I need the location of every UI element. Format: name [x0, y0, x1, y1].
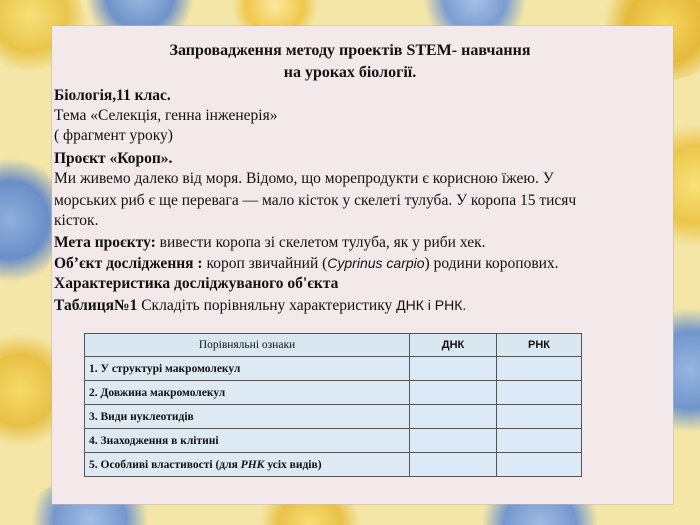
- fragment-text: ( фрагмент уроку): [54, 127, 173, 144]
- goal-label: Мета проєкту:: [54, 234, 156, 251]
- table-cell-rna[interactable]: [497, 453, 582, 477]
- table-cell-dna[interactable]: [410, 357, 497, 381]
- page-title-line2: на уроках біології.: [283, 64, 417, 81]
- project-title: Проєкт «Короп».: [54, 150, 173, 167]
- table-cell-rna[interactable]: [497, 405, 582, 429]
- table-cell-rna[interactable]: [497, 381, 582, 405]
- table-header-dna: ДНК: [410, 334, 497, 357]
- task-label: Таблиця№1: [54, 297, 138, 314]
- table-cell-rna[interactable]: [497, 357, 582, 381]
- table-cell-feature: [85, 453, 410, 477]
- intro-line-3: кісток.: [54, 212, 99, 229]
- object-paragraph: [54, 253, 559, 274]
- table-header-features: Порівняльні ознаки: [85, 334, 410, 357]
- task-text: Складіть порівняльну характеристику: [137, 297, 397, 314]
- object-label: Об’єкт дослідження :: [54, 255, 203, 272]
- latin-name: Cyprinus carpio: [327, 255, 425, 271]
- object-text: короп звичайний (: [202, 255, 328, 272]
- intro-line-1: Ми живемо далеко від моря. Відомо, що морепродукти є корисною їжею. У: [54, 170, 554, 187]
- table-row: [85, 357, 582, 381]
- table-cell-dna[interactable]: [410, 405, 497, 429]
- page-title-line1: Запровадження методу проектів STEM- навчання: [169, 42, 531, 59]
- intro-line-2: морських риб є ще перевага — мало кісток у скелеті тулуба. У коропа 15 тисяч: [54, 192, 577, 209]
- object-text-end: ) родини коропових.: [424, 255, 559, 272]
- row5-text-end: усіх видів): [264, 458, 322, 471]
- comparison-table: [84, 333, 582, 477]
- table-cell-feature: 3. Види нуклеотидів: [85, 405, 410, 429]
- table-row: [85, 429, 582, 453]
- table-row: [85, 381, 582, 405]
- table-cell-dna[interactable]: [410, 429, 497, 453]
- row5-text: 5. Особливі властивості (для: [89, 458, 241, 471]
- table-cell-rna[interactable]: [497, 429, 582, 453]
- grade-label: Біологія,11 клас.: [54, 87, 171, 104]
- flower-decoration: [0, 150, 60, 290]
- task-suffix: ДНК і РНК.: [396, 297, 467, 313]
- row5-italic: РНК: [240, 458, 265, 471]
- table-row: [85, 405, 582, 429]
- goal-text: вивести коропа зі скелетом тулуба, як у риби хек.: [155, 234, 486, 251]
- table-cell-dna[interactable]: [410, 381, 497, 405]
- table-header-rna: РНК: [497, 334, 582, 357]
- table-cell-feature: 4. Знаходження в клітині: [85, 429, 410, 453]
- topic-text: Тема «Селекція, генна інженерія»: [54, 107, 278, 124]
- table-cell-feature: 2. Довжина макромолекул: [85, 381, 410, 405]
- table-header-row: [85, 334, 582, 357]
- table-row: [85, 453, 582, 477]
- goal-paragraph: [54, 233, 486, 253]
- table-cell-dna[interactable]: [410, 453, 497, 477]
- table-cell-feature: 1. У структурі макромолекул: [85, 357, 410, 381]
- task-paragraph: [54, 295, 466, 316]
- characteristic-heading: Характеристика досліджуваного об'єкта: [54, 275, 339, 292]
